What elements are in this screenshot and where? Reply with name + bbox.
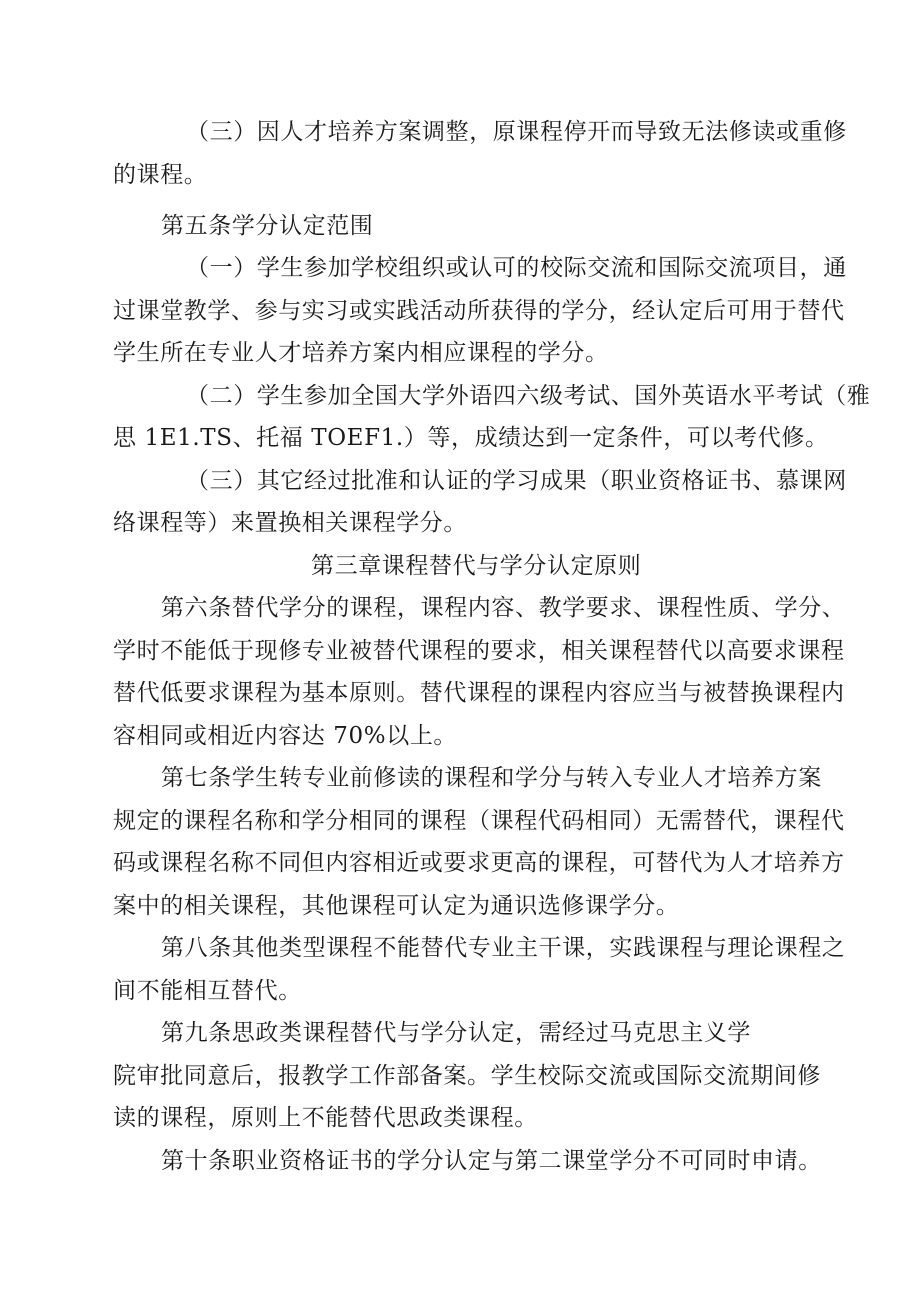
text-line: （一）学生参加学校组织或认可的校际交流和国际交流项目，通 xyxy=(186,255,847,281)
text-line: 第八条其他类型课程不能替代专业主干课，实践课程与理论课程之 xyxy=(161,935,846,961)
text-line: 案中的相关课程，其他课程可认定为通识选修课学分。 xyxy=(113,893,680,919)
text-line: 间不能相互替代。 xyxy=(113,978,302,1004)
text-line: 思 1E1.TS、托福 TOEF1.）等，成绩达到一定条件，可以考代修。 xyxy=(113,425,829,451)
text-line: 第十条职业资格证书的学分认定与第二课堂学分不可同时申请。 xyxy=(161,1148,822,1174)
text-line: 过课堂教学、参与实习或实践活动所获得的学分，经认定后可用于替代 xyxy=(113,298,845,324)
text-line: （三）其它经过批准和认证的学习成果（职业资格证书、慕课网 xyxy=(186,468,847,494)
text-line: 读的课程，原则上不能替代思政类课程。 xyxy=(113,1105,538,1131)
text-line: 规定的课程名称和学分相同的课程（课程代码相同）无需替代，课程代 xyxy=(113,808,845,834)
text-line: 容相同或相近内容达 70%以上。 xyxy=(113,723,458,749)
text-line: 第六条替代学分的课程，课程内容、教学要求、课程性质、学分、 xyxy=(161,595,846,621)
text-line: 码或课程名称不同但内容相近或要求更高的课程，可替代为人才培养方 xyxy=(113,850,845,876)
text-line: 络课程等）来置换相关课程学分。 xyxy=(113,510,467,536)
text-line: 学时不能低于现修专业被替代课程的要求，相关课程替代以高要求课程 xyxy=(113,638,845,664)
text-line: 第七条学生转专业前修读的课程和学分与转入专业人才培养方案 xyxy=(161,765,822,791)
chapter-heading: 第三章课程替代与学分认定原则 xyxy=(311,553,642,579)
text-line: 替代低要求课程为基本原则。替代课程的课程内容应当与被替换课程内 xyxy=(113,680,845,706)
text-line: （二）学生参加全国大学外语四六级考试、国外英语水平考试（雅 xyxy=(186,383,871,409)
text-line: （三）因人才培养方案调整，原课程停开而导致无法修读或重修 xyxy=(186,119,847,145)
text-line: 院审批同意后，报教学工作部备案。学生校际交流或国际交流期间修 xyxy=(113,1063,821,1089)
section-heading: 第五条学分认定范围 xyxy=(161,213,374,239)
text-line: 的课程。 xyxy=(113,162,208,188)
text-line: 第九条思政类课程替代与学分认定，需经过马克思主义学 xyxy=(161,1020,751,1046)
text-line: 学生所在专业人才培养方案内相应课程的学分。 xyxy=(113,340,609,366)
